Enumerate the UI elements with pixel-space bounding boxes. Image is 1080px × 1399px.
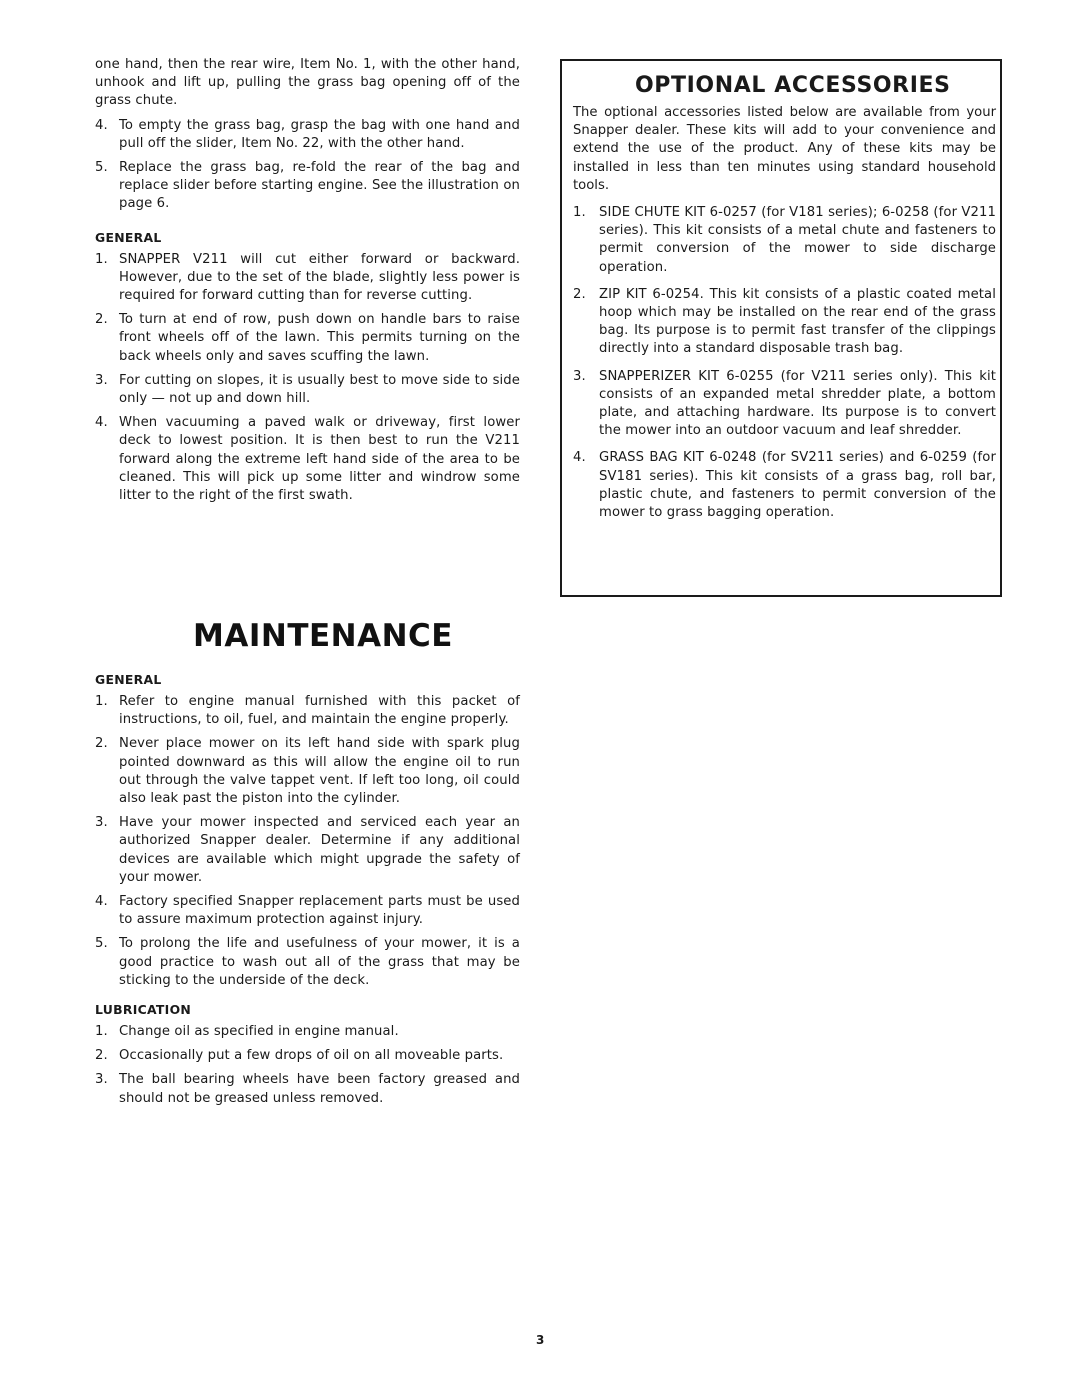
item-text: Have your mower inspected and serviced each year an authorized Snapper dealer. Determine if any additional devices are available which might upgrade the safety of your mower.: [119, 815, 520, 885]
item-number: 3.: [573, 368, 586, 384]
optional-accessories-box: [560, 59, 1002, 597]
list-item: [95, 814, 520, 887]
item-text: The ball bearing wheels have been factory greased and should not be greased unless removed.: [119, 1072, 520, 1106]
item-text: ZIP KIT 6-0254. This kit consists of a plastic coated metal hoop which may be installed on the rear end of the grass bag. Its purpose is to permit fast transfer of the clippings directly into a standard disposable trash bag.: [599, 286, 996, 357]
item-number: 2.: [95, 312, 108, 328]
item-text: Change oil as specified in engine manual.: [119, 1024, 399, 1040]
item-number: 1.: [573, 205, 586, 221]
lubrication-heading: LUBRICATION: [95, 1002, 192, 1018]
left-column: [95, 56, 520, 505]
item-text: Never place mower on its left hand side with spark plug pointed downward as this will allow the engine oil to run out through the valve tappet vent. If left too long, oil could also leak past the piston into the cylinder.: [119, 736, 520, 807]
item-number: 4.: [573, 450, 586, 466]
list-item: [95, 159, 520, 214]
list-item: [573, 449, 996, 522]
list-item: [95, 1071, 520, 1107]
accessories-title: OPTIONAL ACCESSORIES: [635, 73, 951, 98]
item-number: 2.: [573, 286, 586, 302]
maintenance-general-heading: GENERAL: [95, 672, 162, 687]
item-number: 4.: [95, 117, 108, 133]
list-item: [95, 935, 520, 990]
item-text: For cutting on slopes, it is usually best to move side to side only — not up and down hill.: [119, 372, 520, 407]
item-text: Factory specified Snapper replacement parts must be used to assure maximum protection against injury.: [119, 894, 520, 928]
item-number: 2.: [95, 736, 108, 752]
list-item: [95, 1023, 520, 1041]
list-item: [95, 372, 520, 408]
item-number: 4.: [95, 894, 108, 910]
list-item: [95, 414, 520, 505]
list-item: [573, 368, 996, 441]
item-number: 5.: [95, 936, 108, 952]
item-text: To prolong the life and usefulness of your mower, it is a good practice to wash out all of the grass that may be sticking to the underside of the deck.: [119, 936, 520, 988]
list-item: [573, 204, 996, 277]
list-item: [573, 286, 996, 359]
item-text: Refer to engine manual furnished with this packet of instructions, to oil, fuel, and maintain the engine properly.: [119, 694, 520, 728]
item-text: When vacuuming a paved walk or driveway, first lower deck to lowest position. It is then best to run the V211 forward along the extreme left hand side of the area to be cleaned. This will pick up some litter and windrow some litter to the right of the first swath.: [119, 415, 520, 504]
page-number: 3: [536, 1333, 545, 1347]
list-item: [95, 117, 520, 153]
list-item: [95, 1047, 520, 1065]
general-heading: GENERAL: [95, 229, 162, 245]
item-number: 3.: [95, 815, 108, 831]
list-item: [95, 893, 520, 929]
item-text: To empty the grass bag, grasp the bag with one hand and pull off the slider, Item No. 22, with the other hand.: [119, 117, 520, 151]
item-number: 3.: [95, 1072, 108, 1088]
item-text: SNAPPERIZER KIT 6-0255 (for V211 series only). This kit consists of an expanded metal shredder plate, a bottom plate, and attaching hardware. Its purpose is to convert the mower into an outdoor vacuum and leaf shredder.: [599, 368, 996, 439]
item-text: SIDE CHUTE KIT 6-0257 (for V181 series); 6-0258 (for V211 series). This kit consists of a metal chute and fasteners to permit conversion of the mower to side discharge operation.: [599, 205, 996, 275]
accessories-intro: The optional accessories listed below are available from your Snapper dealer. These kits will add to your convenience and extend the use of the product. Any of these kits may be installed in less than ten minutes using standard household tools.: [573, 105, 996, 193]
list-item: [95, 693, 520, 729]
continued-paragraph: one hand, then the rear wire, Item No. 1, with the other hand, unhook and lift up, pulling the grass bag opening off of the grass chute.: [95, 57, 520, 109]
item-number: 1.: [95, 1024, 108, 1040]
maintenance-title: MAINTENANCE: [193, 618, 453, 654]
list-item: [95, 735, 520, 808]
item-number: 5.: [95, 160, 108, 176]
maintenance-section: [95, 672, 520, 1108]
item-number: 1.: [95, 694, 108, 709]
item-number: 2.: [95, 1048, 108, 1064]
item-text: Occasionally put a few drops of oil on all moveable parts.: [119, 1048, 504, 1064]
item-number: 3.: [95, 372, 108, 388]
item-number: 1.: [95, 251, 108, 267]
item-text: To turn at end of row, push down on handle bars to raise front wheels off of the lawn. This permits turning on the back wheels only and saves scuffing the lawn.: [119, 312, 520, 364]
item-text: SNAPPER V211 will cut either forward or backward. However, due to the set of the blade, slightly less power is required for forward cutting than for reverse cutting.: [119, 251, 520, 304]
item-number: 4.: [95, 415, 108, 431]
item-text: Replace the grass bag, re-fold the rear of the bag and replace slider before starting engine. See the illustration on page 6.: [119, 160, 520, 212]
list-item: [95, 251, 520, 306]
item-text: GRASS BAG KIT 6-0248 (for SV211 series) and 6-0259 (for SV181 series). This kit consists of a grass bag, roll bar, plastic chute, and fasteners to permit conversion of the mower to grass bagging operation.: [599, 450, 996, 521]
list-item: [95, 311, 520, 366]
